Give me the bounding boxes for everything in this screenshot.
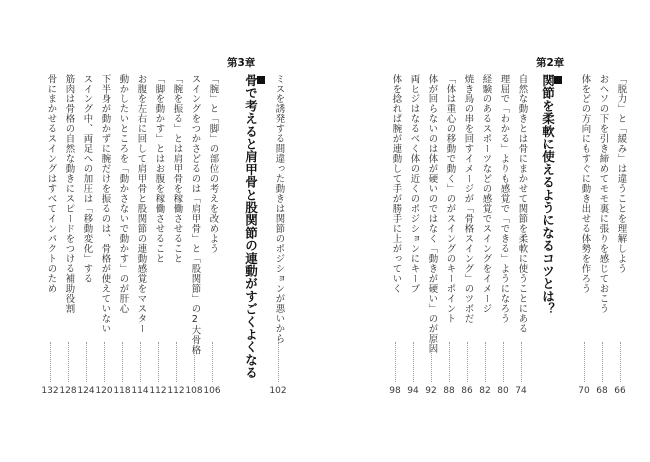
leader-dots xyxy=(503,342,504,382)
leader-dots xyxy=(395,342,396,382)
chapter-heading xyxy=(244,74,265,392)
toc-entry[interactable]: 「脚を動かす」とはお腹を稼働させること xyxy=(153,74,165,264)
toc-entry[interactable]: 両ヒジはなるべく体の近くのポジションにキープ xyxy=(408,74,420,294)
chapter-heading-text: 骨で考えると肩甲骨と股関節の連動がすごくよくなる xyxy=(243,74,259,379)
toc-entry[interactable]: 「腕」と「脚」の部位の考えを改めよう xyxy=(207,74,219,254)
page-number: 106 xyxy=(203,386,221,396)
toc-entry[interactable]: 経験のあるスポーツなどの感覚でスイングをイメージ xyxy=(480,74,492,314)
toc-entry[interactable]: 下半身が動かずに腕だけを振るのは、骨格が使えていない xyxy=(99,74,111,334)
leader-dots xyxy=(176,342,177,382)
toc-entry[interactable]: 体を捻れば腕が連動して手が勝手に上がっていく xyxy=(390,74,402,294)
chapter-label: 第3章 xyxy=(227,57,256,69)
chapter-label: 第2章 xyxy=(536,57,565,69)
toc-entry[interactable]: お腹を左右に回して肩甲骨と股関節の連動感覚をマスター xyxy=(135,74,147,334)
page-number: 70 xyxy=(578,386,590,396)
page-number: 132 xyxy=(41,386,59,396)
toc-entry[interactable]: 「体は重心の移動で動く」のがスイングのキーポイント xyxy=(444,74,456,324)
page-number: 88 xyxy=(443,386,455,396)
page-number: 98 xyxy=(389,386,401,396)
page-number: 80 xyxy=(497,386,509,396)
page-number: 114 xyxy=(131,386,149,396)
leader-dots xyxy=(485,342,486,382)
right-page xyxy=(325,0,650,462)
toc-entry[interactable]: 「腕を振る」とは肩甲骨を稼働させること xyxy=(171,74,183,264)
leader-dots xyxy=(449,342,450,382)
page-number: 86 xyxy=(461,386,473,396)
page-number: 124 xyxy=(77,386,95,396)
page-number: 102 xyxy=(269,386,287,396)
leader-dots xyxy=(602,342,603,382)
leader-dots xyxy=(584,342,585,382)
leader-dots xyxy=(140,342,141,382)
toc-entry[interactable]: 理屈で「わかる」よりも感覚で「できる」ようになろう xyxy=(498,74,510,324)
toc-entry[interactable]: 骨にまかせるスイングはすべてインパクトのため xyxy=(45,74,57,294)
leader-dots xyxy=(194,342,195,382)
page-number: 94 xyxy=(407,386,419,396)
leader-dots xyxy=(50,342,51,382)
toc-entry[interactable]: スイングをつかさどるのは「肩甲骨」と「股関節」の2大骨格 xyxy=(189,74,201,356)
toc-entry[interactable]: 焼き鳥の串を回すイメージが「骨格スイング」のツボだ xyxy=(462,74,474,324)
page-number: 74 xyxy=(515,386,527,396)
leader-dots xyxy=(104,342,105,382)
toc-entry-intro[interactable]: ミスを誘発する間違った動きは関節のポジションが悪いから xyxy=(273,74,285,344)
leader-dots xyxy=(86,342,87,382)
leader-dots xyxy=(431,342,432,382)
leader-dots xyxy=(68,342,69,382)
toc-entry[interactable]: 自然な動きとは骨にまかせて関節を柔軟に使うことにある xyxy=(516,74,528,334)
page-number: 120 xyxy=(95,386,113,396)
page-number: 118 xyxy=(113,386,131,396)
page-number: 108 xyxy=(185,386,203,396)
chapter-heading-text: 関節を柔軟に使えるようになるコツとは？ xyxy=(540,74,556,316)
chapter-heading xyxy=(541,74,562,392)
page-number: 112 xyxy=(167,386,185,396)
page-number: 82 xyxy=(479,386,491,396)
toc-entry[interactable]: 動かしたいところを「動かさないで動かす」のが肝心 xyxy=(117,74,129,314)
toc-entry[interactable]: おヘソの下を引き締めてモモ裏に張りを感じておこう xyxy=(597,74,609,314)
leader-dots xyxy=(521,342,522,382)
toc-entry[interactable]: 体が回らないのは体が硬いのではなく「動きが硬い」のが原因 xyxy=(426,74,438,354)
toc-entry[interactable]: スイング中、両足への加圧は「移動変化」する xyxy=(81,74,93,284)
leader-dots xyxy=(620,342,621,382)
toc-entry[interactable]: 「脱力」と「緩み」は違うことを理解しよう xyxy=(615,74,627,274)
leader-dots xyxy=(158,342,159,382)
leader-dots xyxy=(122,342,123,382)
leader-dots xyxy=(278,342,279,382)
leader-dots xyxy=(413,342,414,382)
page-number: 112 xyxy=(149,386,167,396)
toc-entry[interactable]: 筋肉は骨格の自然な動きにスピードをつける補助役割 xyxy=(63,74,75,314)
leader-dots xyxy=(212,342,213,382)
page-number: 128 xyxy=(59,386,77,396)
leader-dots xyxy=(467,342,468,382)
page-number: 68 xyxy=(596,386,608,396)
toc-entry[interactable]: 体をどの方向にもすぐに動き出せる体勢を作ろう xyxy=(579,74,591,294)
page-number: 66 xyxy=(614,386,626,396)
page-number: 92 xyxy=(425,386,437,396)
